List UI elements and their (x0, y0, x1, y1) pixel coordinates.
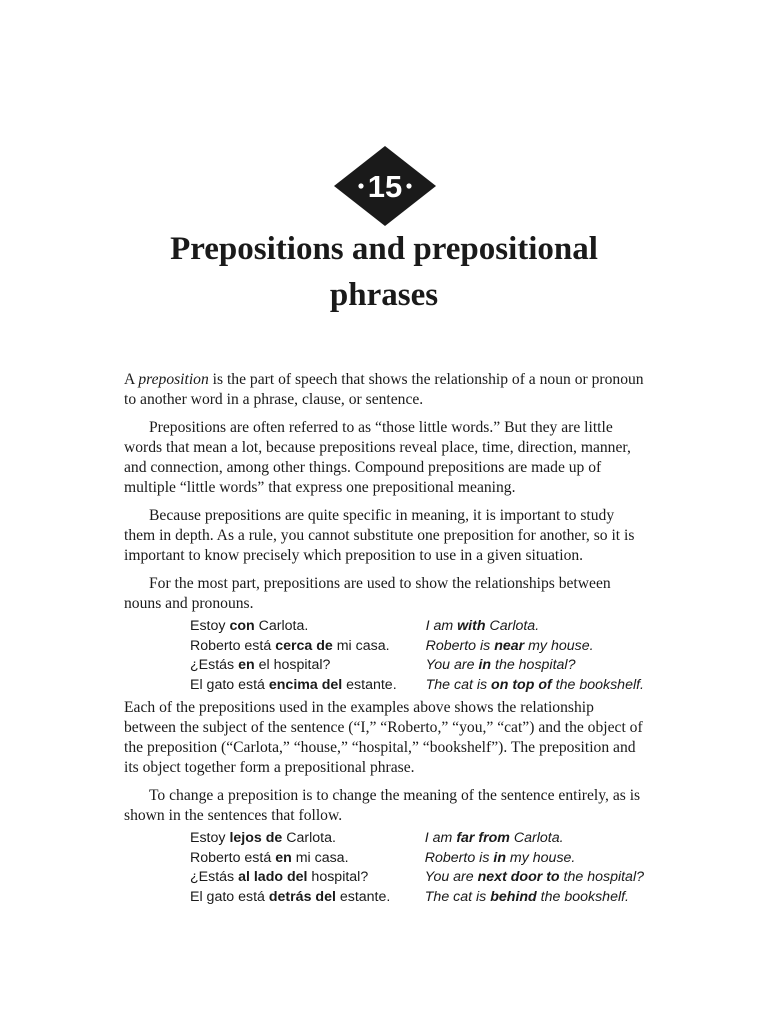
english-sentence (425, 829, 644, 849)
spanish-sentence (190, 888, 425, 908)
example-row (190, 888, 644, 908)
example-row (190, 676, 644, 696)
sentence-text: mi casa. (332, 637, 390, 654)
examples-table-1 (190, 617, 644, 695)
sentence-text: The cat is (425, 676, 492, 693)
spanish-sentence (190, 676, 426, 696)
sentence-text: Carlota. (254, 618, 309, 634)
sentence-text: el hospital? (254, 657, 331, 673)
preposition-highlight: en (238, 657, 255, 673)
english-sentence (426, 637, 644, 657)
example-row (190, 849, 644, 869)
chapter-title-line-1: Prepositions and prepositional (170, 231, 598, 267)
sentence-text: Estoy (190, 830, 230, 846)
example-row (190, 868, 644, 888)
preposition-highlight: en (275, 849, 292, 866)
body-text (124, 370, 644, 910)
spanish-sentence (190, 849, 425, 869)
paragraph-text: is the part of speech that shows the relationship of a noun or pronoun to another word in a phrase, clause, or sentence. (124, 371, 644, 408)
chapter-number: 15 (367, 169, 403, 204)
diamond-badge-icon (334, 146, 436, 226)
english-sentence (426, 656, 644, 676)
preposition-highlight: on top of (491, 676, 552, 693)
paragraph-little-words: Prepositions are often referred to as “those little words.” But they are little words that mean a lot, because prepositions reveal place, time, direction, manner, and connection, among other things. Compound prepositions are made up of multiple “little words” that express one prepositional meaning. (124, 419, 631, 496)
preposition-highlight: in (478, 657, 492, 673)
english-sentence (426, 676, 644, 696)
sentence-text: Carlota. (509, 830, 564, 846)
preposition-highlight: with (457, 618, 486, 634)
sentence-text: mi casa. (291, 849, 349, 866)
spanish-sentence (190, 868, 425, 888)
sentence-text: El gato está (190, 888, 269, 905)
sentence-text: the bookshelf. (551, 676, 644, 693)
sentence-text: the bookshelf. (536, 888, 629, 905)
preposition-highlight: next door to (477, 869, 560, 885)
sentence-text: I am (424, 830, 457, 846)
term-preposition: preposition (138, 371, 209, 388)
preposition-highlight: behind (490, 888, 537, 905)
english-sentence (426, 617, 644, 637)
chapter-title-line-2: phrases (329, 277, 439, 313)
paragraph-text: A (124, 371, 139, 388)
sentence-text: I am (425, 618, 458, 634)
paragraph-specific-meaning: Because prepositions are quite specific in meaning, it is important to study them in depth. As a rule, you cannot substitute one preposition for another, so it is important to know precisely which preposition to use in a given situation. (124, 507, 635, 564)
sentence-text: Estoy (190, 618, 230, 634)
preposition-highlight: lejos de (229, 830, 283, 846)
spanish-sentence (190, 617, 426, 637)
example-row (190, 829, 644, 849)
sentence-text: my house. (524, 637, 594, 654)
chapter-badge (334, 146, 436, 226)
english-sentence (425, 888, 644, 908)
sentence-text: Roberto is (424, 849, 494, 866)
sentence-text: Carlota. (485, 618, 540, 634)
sentence-text: the hospital? (491, 657, 576, 673)
sentence-text: hospital? (307, 869, 369, 885)
paragraph-change-meaning: To change a preposition is to change the meaning of the sentence entirely, as is shown in the sentences that follow. (124, 787, 641, 824)
sentence-text: my house. (505, 849, 576, 866)
sentence-text: Carlota. (282, 830, 336, 846)
preposition-highlight: con (229, 618, 255, 634)
sentence-text: estante. (335, 888, 391, 905)
preposition-highlight: near (494, 637, 525, 654)
sentence-text: ¿Estás (190, 869, 239, 885)
spanish-sentence (190, 829, 425, 849)
preposition-highlight: al lado del (238, 869, 308, 885)
example-row (190, 637, 644, 657)
english-sentence (425, 849, 644, 869)
examples-table-2 (190, 829, 644, 907)
sentence-text: You are (425, 657, 479, 673)
paragraph-definition (124, 370, 644, 410)
sentence-text: Roberto está (190, 637, 276, 654)
example-row (190, 656, 644, 676)
sentence-text: El gato está (190, 676, 269, 693)
preposition-highlight: cerca de (275, 637, 333, 654)
spanish-sentence (190, 656, 426, 676)
sentence-text: You are (424, 869, 478, 885)
preposition-highlight: encima del (268, 676, 343, 693)
paragraph-relationships: For the most part, prepositions are used to show the relationships between nouns and pronouns. (124, 575, 611, 612)
sentence-text: estante. (342, 676, 397, 693)
preposition-highlight: detrás del (268, 888, 336, 905)
chapter-title (0, 226, 768, 318)
sentence-text: the hospital? (559, 869, 644, 885)
english-sentence (425, 868, 644, 888)
sentence-text: ¿Estás (190, 657, 239, 673)
sentence-text: The cat is (424, 888, 491, 905)
preposition-highlight: far from (456, 830, 510, 846)
example-row (190, 617, 644, 637)
paragraph-explanation: Each of the prepositions used in the examples above shows the relationship between the subject of the sentence (“I,” “Roberto,” “you,” “cat”) and the object of the preposition (“Carlota,” “house,” “hospital,” “bookshelf”). The preposition and its object together form a prepositional phrase. (124, 699, 643, 776)
spanish-sentence (190, 637, 426, 657)
sentence-text: Roberto is (425, 637, 495, 654)
sentence-text: Roberto está (190, 849, 276, 866)
preposition-highlight: in (493, 849, 506, 866)
